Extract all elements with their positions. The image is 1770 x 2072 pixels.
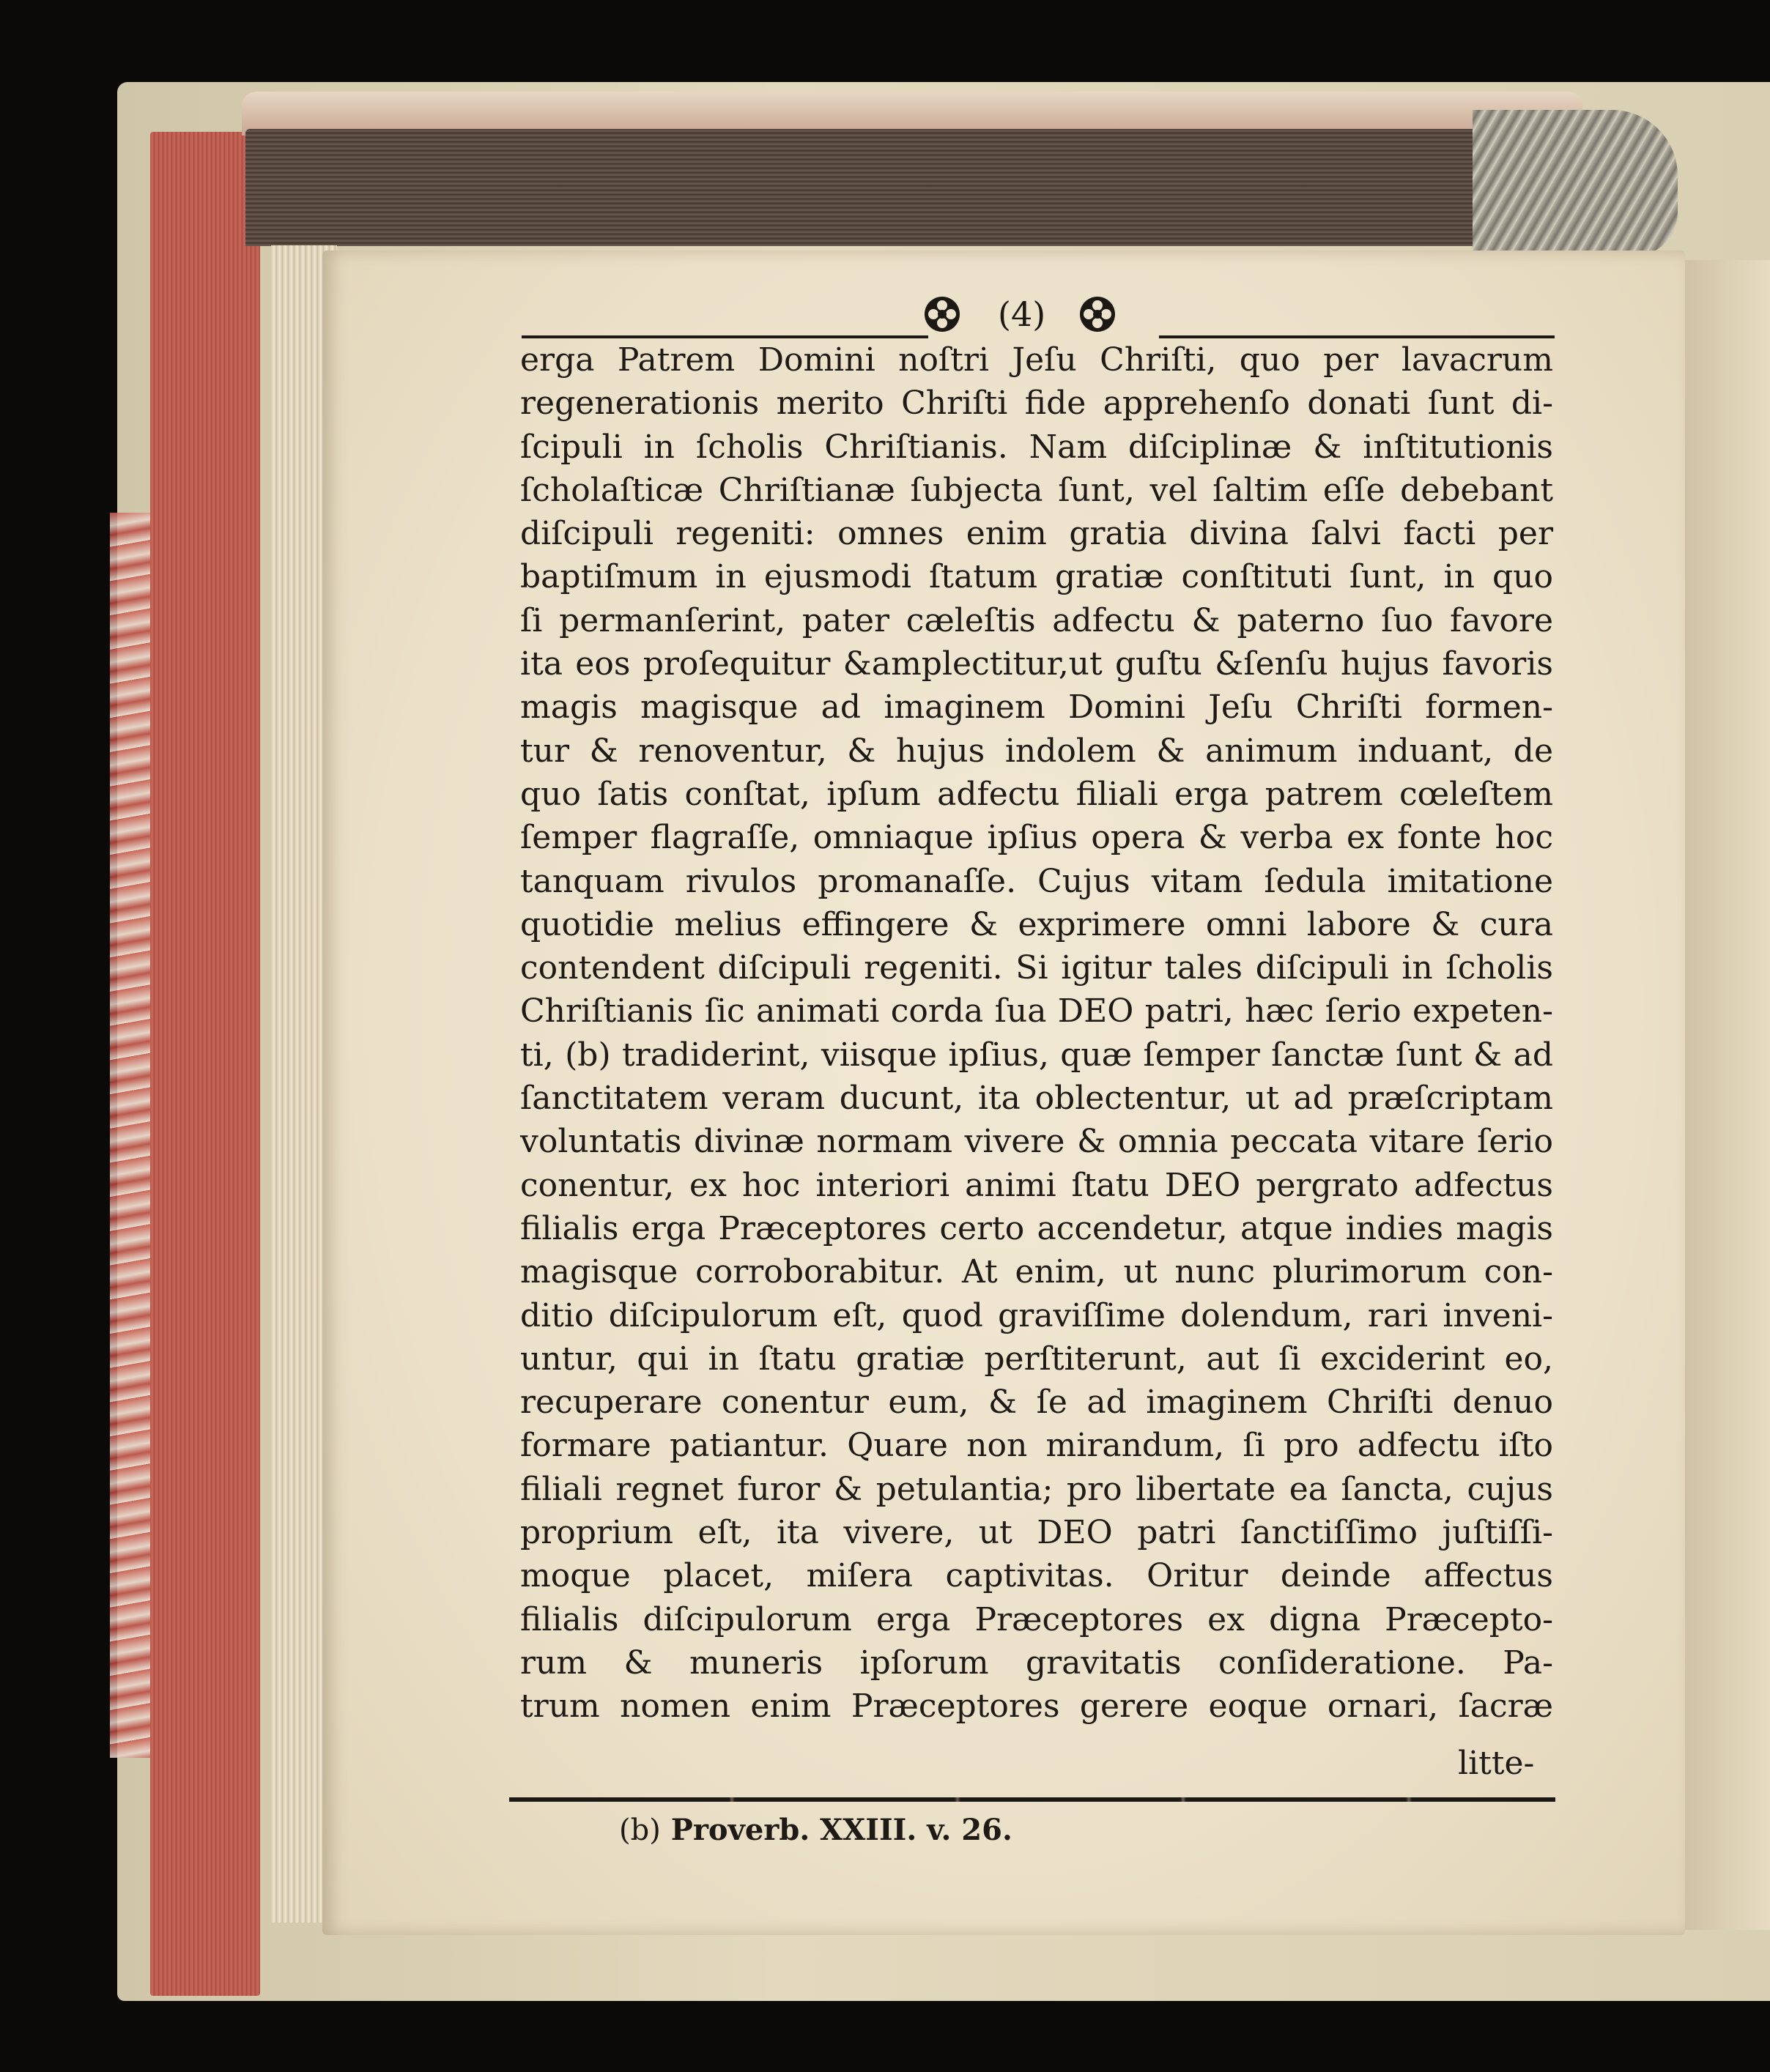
text-line: ſcholaſticæ Chriſtianæ ſubjecta ſunt, vel ſaltim eſſe debebant <box>520 471 1553 509</box>
text-line: untur, qui in ſtatu gratiæ perſtiterunt, aut ſi exciderint eo, <box>520 1340 1553 1378</box>
text-line: ſi permanſerint, pater cæleſtis adfectu & paterno ſuo favore <box>520 601 1553 639</box>
text-line: quotidie melius effingere & exprimere omni labore & cura <box>520 905 1553 943</box>
text-line: filiali regnet furor & petulantia; pro libertate ea ſancta, cujus <box>520 1470 1553 1508</box>
text-line: recuperare conentur eum, & ſe ad imaginem Chriſti denuo <box>520 1384 1553 1422</box>
text-line: rum & muneris ipſorum gravitatis conſideratione. Pa- <box>520 1644 1553 1682</box>
text-line: formare patiantur. Quare non mirandum, ſi pro adfectu iſto <box>520 1427 1553 1465</box>
text-line: regenerationis merito Chriſti fide apprehenſo donati ſunt di- <box>520 385 1553 423</box>
text-line: Chriſtianis ſic animati corda ſua DEO patri, hæc ſerio expeten- <box>520 992 1553 1031</box>
footnote-rule <box>509 1797 1555 1802</box>
text-line: ſemper flagraſſe, omniaque ipſius opera & verba ex fonte hoc <box>520 819 1553 857</box>
red-fore-edge <box>150 132 260 1996</box>
text-line: filialis diſcipulorum erga Præceptores ex digna Præcepto- <box>520 1600 1553 1638</box>
page-number: (4) <box>998 294 1046 334</box>
text-line: magisque corroborabitur. At enim, ut nunc plurimorum con- <box>520 1253 1553 1291</box>
text-line: filialis erga Præceptores certo accendetur, atque indies magis <box>520 1209 1553 1247</box>
flower-ornament-icon <box>1078 295 1117 333</box>
text-line: ita eos proſequitur &amplectitur,ut guſtu &ſenſu hujus favoris <box>520 645 1553 683</box>
text-line: conentur, ex hoc interiori animi ſtatu DEO pergrato adfectus <box>520 1166 1553 1204</box>
text-line: erga Patrem Domini noſtri Jeſu Chriſti, quo per lavacrum <box>520 341 1553 379</box>
text-line: tur & renoventur, & hujus indolem & animum induant, de <box>520 732 1553 770</box>
catchword: litte- <box>1458 1745 1535 1782</box>
text-line: ti, (b) tradiderint, viisque ipſius, quæ ſemper ſanctæ ſunt & ad <box>520 1036 1553 1074</box>
flower-ornament-icon <box>923 295 961 333</box>
text-line: voluntatis divinæ normam vivere & omnia peccata vitare ſerio <box>520 1123 1553 1161</box>
text-line: contendent diſcipuli regeniti. Si igitur tales diſcipuli in ſcholis <box>520 949 1553 987</box>
text-line: diſcipuli regeniti: omnes enim gratia divina ſalvi facti per <box>520 515 1553 553</box>
text-line: moque placet, miſera captivitas. Oritur deinde affectus <box>520 1557 1553 1595</box>
footnote-mark: (b) <box>619 1813 661 1847</box>
text-line: trum nomen enim Præceptores gerere eoque ornari, ſacræ <box>520 1687 1553 1726</box>
text-line: baptiſmum in ejusmodi ſtatum gratiæ conſtituti ſunt, in quo <box>520 558 1553 596</box>
text-line: tanquam rivulos promanaſſe. Cujus vitam ſedula imitatione <box>520 862 1553 900</box>
footnote <box>619 1813 1012 1847</box>
text-line: proprium eſt, ita vivere, ut DEO patri ſanctiſſimo juſtiſſi- <box>520 1514 1553 1552</box>
page-stack <box>245 129 1659 246</box>
headband <box>1473 110 1678 256</box>
text-line: ſanctitatem veram ducunt, ita oblectentur, ut ad præſcriptam <box>520 1080 1553 1118</box>
text-line: magis magisque ad imaginem Domini Jeſu Chriſti formen- <box>520 688 1553 727</box>
footnote-text: Proverb. XXIII. v. 26. <box>670 1813 1012 1847</box>
text-line: ditio diſcipulorum eſt, quod graviſſime dolendum, rari inveni- <box>520 1296 1553 1334</box>
text-line: ſcipuli in ſcholis Chriſtianis. Nam diſciplinæ & inſtitutionis <box>520 428 1553 466</box>
text-line: quo ſatis conſtat, ipſum adfectu filiali erga patrem cœleſtem <box>520 775 1553 813</box>
facing-page-edge <box>1678 260 1770 1930</box>
page-header <box>522 293 1555 344</box>
body-text <box>520 338 1553 1728</box>
